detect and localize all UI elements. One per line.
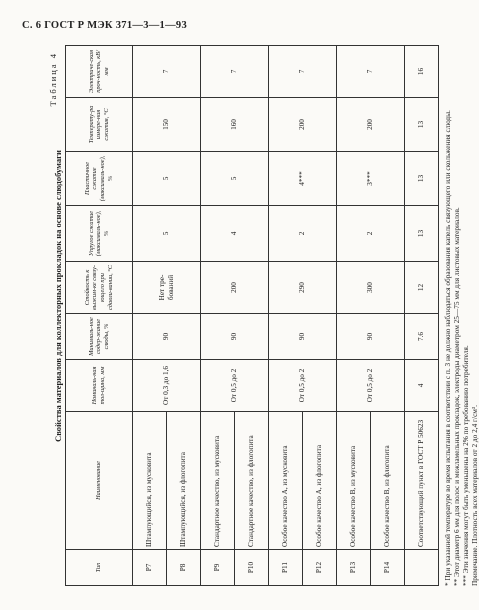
table-cell: Стандартное качество, из мусковита — [201, 412, 235, 550]
col-header: Наименование — [66, 412, 133, 550]
table-cell: 4*** — [269, 152, 337, 206]
table-cell: 4 — [201, 206, 269, 262]
table-cell: Штампующийся, из мусковита — [133, 412, 167, 550]
col-header: Электриче-ская проч-ность, кВ/мм — [66, 46, 133, 98]
table-cell: P10 — [235, 550, 269, 586]
table-cell: Особое качество В, из мусковита — [337, 412, 371, 550]
table-header-row — [66, 46, 133, 586]
table-cell: 300 — [337, 262, 405, 314]
table-cell: P14 — [371, 550, 405, 586]
table-cell: P9 — [201, 550, 235, 586]
properties-table — [65, 45, 439, 586]
table-cell: P7 — [133, 550, 167, 586]
table-cell: Особое качество А, из мусковита — [269, 412, 303, 550]
footnote: *** Эти значения могут быть уменьшены на 2% по требованию потребителя. — [461, 345, 471, 586]
table-cell: 7.6 — [405, 314, 439, 360]
table-cell: 160 — [201, 98, 269, 152]
table-cell: 7 — [337, 46, 405, 98]
table-cell: 2 — [269, 206, 337, 262]
table-cell: 90 — [337, 314, 405, 360]
table-cell: 200 — [201, 262, 269, 314]
col-header: Стойкость к выжим-ке связу-ющего при сдавли-вании, °C — [66, 262, 133, 314]
col-header: Упругое сжатие (максималь-ное), % — [66, 206, 133, 262]
col-header: Температу-ра измере-ния сжатия, °C — [66, 98, 133, 152]
table-row — [405, 46, 439, 586]
table-cell — [405, 550, 439, 586]
table-cell: Нет тре-бований — [133, 262, 201, 314]
col-header: Пластичное сжатие (максималь-ное), % — [66, 152, 133, 206]
table-cell: Соответствующий пункт в ГОСТ Р 50623 — [405, 412, 439, 550]
table-cell: P8 — [167, 550, 201, 586]
table-cell: P11 — [269, 550, 303, 586]
rotated-table-page — [48, 46, 479, 586]
table-cell: 200 — [269, 98, 337, 152]
table-cell: 150 — [133, 98, 201, 152]
table-row — [201, 46, 235, 586]
table-cell: 13 — [405, 206, 439, 262]
table-cell: От 0,5 до 2 — [269, 360, 337, 412]
footnote: Примечание. Плотность всех материалов от 2 до 2,4 г/см³. — [470, 405, 479, 586]
table-cell: Особое качество А, из флогопита — [303, 412, 337, 550]
page-header: С. 6 ГОСТ Р МЭК 371—3—1—93 — [22, 20, 187, 31]
table-body — [133, 46, 439, 586]
table-row — [133, 46, 167, 586]
table-cell: 7 — [201, 46, 269, 98]
table-cell: 200 — [337, 98, 405, 152]
table-cell: 90 — [201, 314, 269, 360]
col-header: Минималь-ное содер-жание слюды, % — [66, 314, 133, 360]
table-cell: От 0,5 до 2 — [201, 360, 269, 412]
table-cell: 4 — [405, 360, 439, 412]
table-cell: От 0,5 до 2 — [337, 360, 405, 412]
table-cell: 290 — [269, 262, 337, 314]
table-cell: 3*** — [337, 152, 405, 206]
table-cell: 7 — [269, 46, 337, 98]
table-cell: 12 — [405, 262, 439, 314]
table-cell: P12 — [303, 550, 337, 586]
table-label: Таблица 4 — [48, 52, 58, 107]
footnotes — [443, 46, 479, 586]
table-cell: От 0,3 до 1,6 — [133, 360, 201, 412]
table-cell: Особое качество В, из флогопита — [371, 412, 405, 550]
table-cell: Стандартное качество, из флогопита — [235, 412, 269, 550]
table-cell: 90 — [269, 314, 337, 360]
table-cell: P13 — [337, 550, 371, 586]
table-cell: 5 — [201, 152, 269, 206]
table-caption: Свойства материалов для коллекторных прокладок на основе слюдобумаги — [53, 150, 63, 442]
table-cell: 5 — [133, 206, 201, 262]
table-cell: 13 — [405, 98, 439, 152]
table-row — [269, 46, 303, 586]
table-cell: 7 — [133, 46, 201, 98]
table-cell: 16 — [405, 46, 439, 98]
table-cell: 13 — [405, 152, 439, 206]
table-cell: 2 — [337, 206, 405, 262]
table-row — [337, 46, 371, 586]
table-cell: 90 — [133, 314, 201, 360]
table-cell: Штампующийся, из флогопита — [167, 412, 201, 550]
col-header: Тип — [66, 550, 133, 586]
table-cell: 5 — [133, 152, 201, 206]
footnote: * При указанной температуре во время испытания в соответствии с п. 3 не должно наблюдаться образования капель связующего или скольжения слюды. — [443, 110, 452, 586]
col-header: Номиналь-ная тол-щина, мм — [66, 360, 133, 412]
footnote: ** Этот диаметр 6 мм для полос и межламельных прокладок, электроды диаметром 25—75 мм для листовых материалов. — [452, 207, 462, 586]
